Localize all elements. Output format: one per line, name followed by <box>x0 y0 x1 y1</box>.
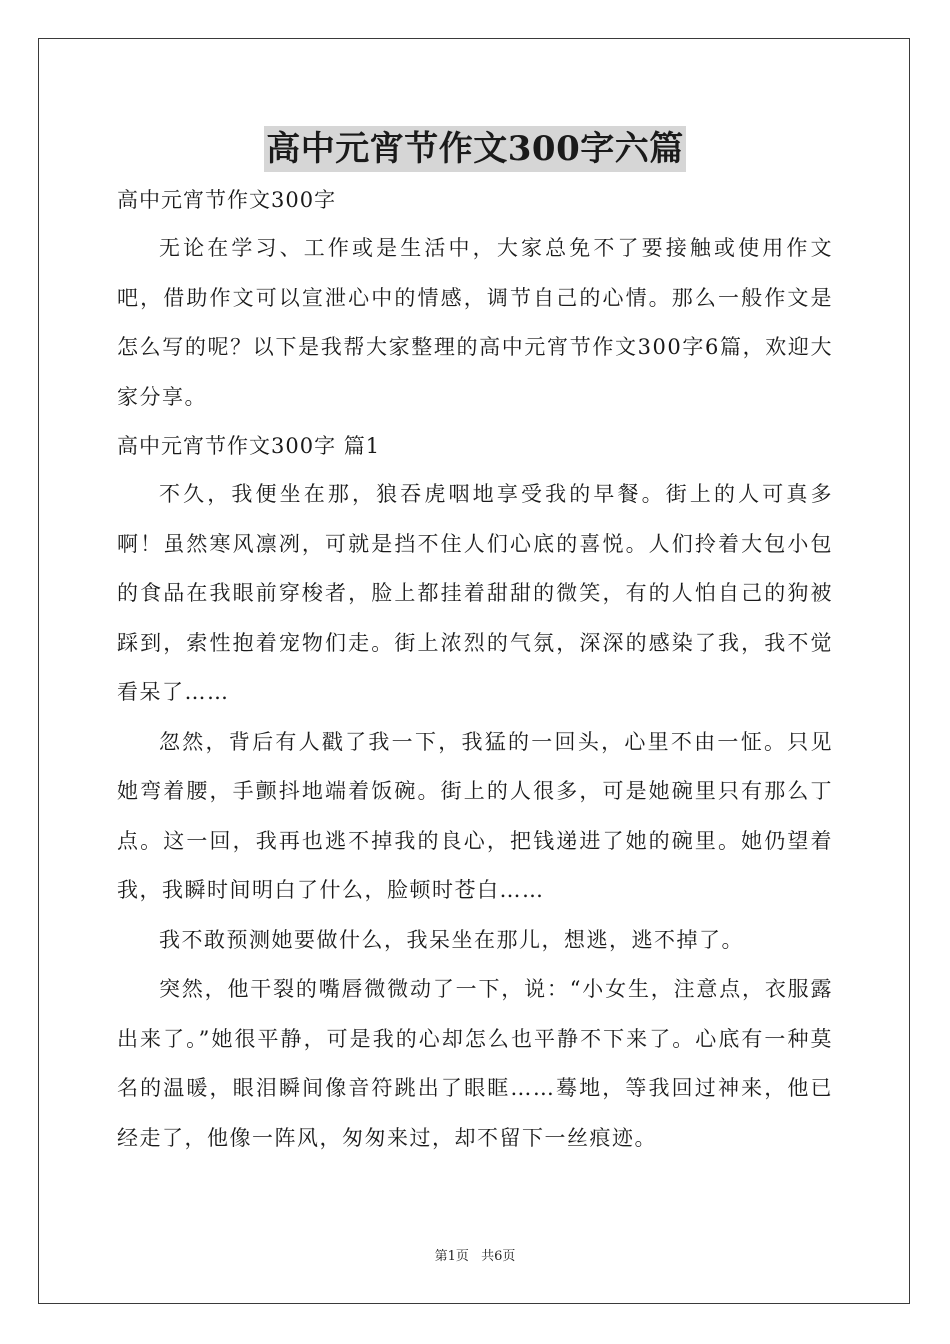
page-total: 共6页 <box>481 1249 516 1264</box>
body-paragraph: 不久，我便坐在那，狼吞虎咽地享受我的早餐。街上的人可真多啊！虽然寒风凛冽，可就是挡不住人们心底的喜悦。人们拎着大包小包的食品在我眼前穿梭者，脸上都挂着甜甜的微笑，有的人怕自己的狗被踩到，索性抱着宠物们走。街上浓烈的气氛，深深的感染了我，我不觉看呆了…… <box>117 482 833 704</box>
document-title: 高中元宵节作文300字六篇 <box>264 126 685 172</box>
intro-paragraph: 无论在学习、工作或是生活中，大家总免不了要接触或使用作文吧，借助作文可以宣泄心中的情感，调节自己的心情。那么一般作文是怎么写的呢？以下是我帮大家整理的高中元宵节作文300字6篇，欢迎大家分享。 <box>117 236 833 409</box>
page-number: 第1页 <box>434 1249 469 1264</box>
section-heading: 高中元宵节作文300字 篇1 <box>117 434 381 458</box>
page-footer <box>0 1245 950 1264</box>
document-body <box>117 176 833 1163</box>
body-paragraph: 我不敢预测她要做什么，我呆坐在那儿，想逃，逃不掉了。 <box>159 927 744 952</box>
body-paragraph: 忽然，背后有人戳了我一下，我猛的一回头，心里不由一怔。只见她弯着腰，手颤抖地端着饭碗。街上的人很多，可是她碗里只有那么丁点。这一回，我再也逃不掉我的良心，把钱递进了她的碗里。她仍望着我，我瞬时间明白了什么，脸顿时苍白…… <box>117 729 833 902</box>
body-paragraph: 突然，他干裂的嘴唇微微动了一下，说：“小女生，注意点，衣服露出来了。”她很平静，可是我的心却怎么也平静不下来了。心底有一种莫名的温暖，眼泪瞬间像音符跳出了眼眶……蓦地，等我回过神来，他已经走了，他像一阵风，匆匆来过，却不留下一丝痕迹。 <box>117 977 833 1150</box>
intro-heading: 高中元宵节作文300字 <box>117 188 337 212</box>
title-container <box>0 126 950 172</box>
